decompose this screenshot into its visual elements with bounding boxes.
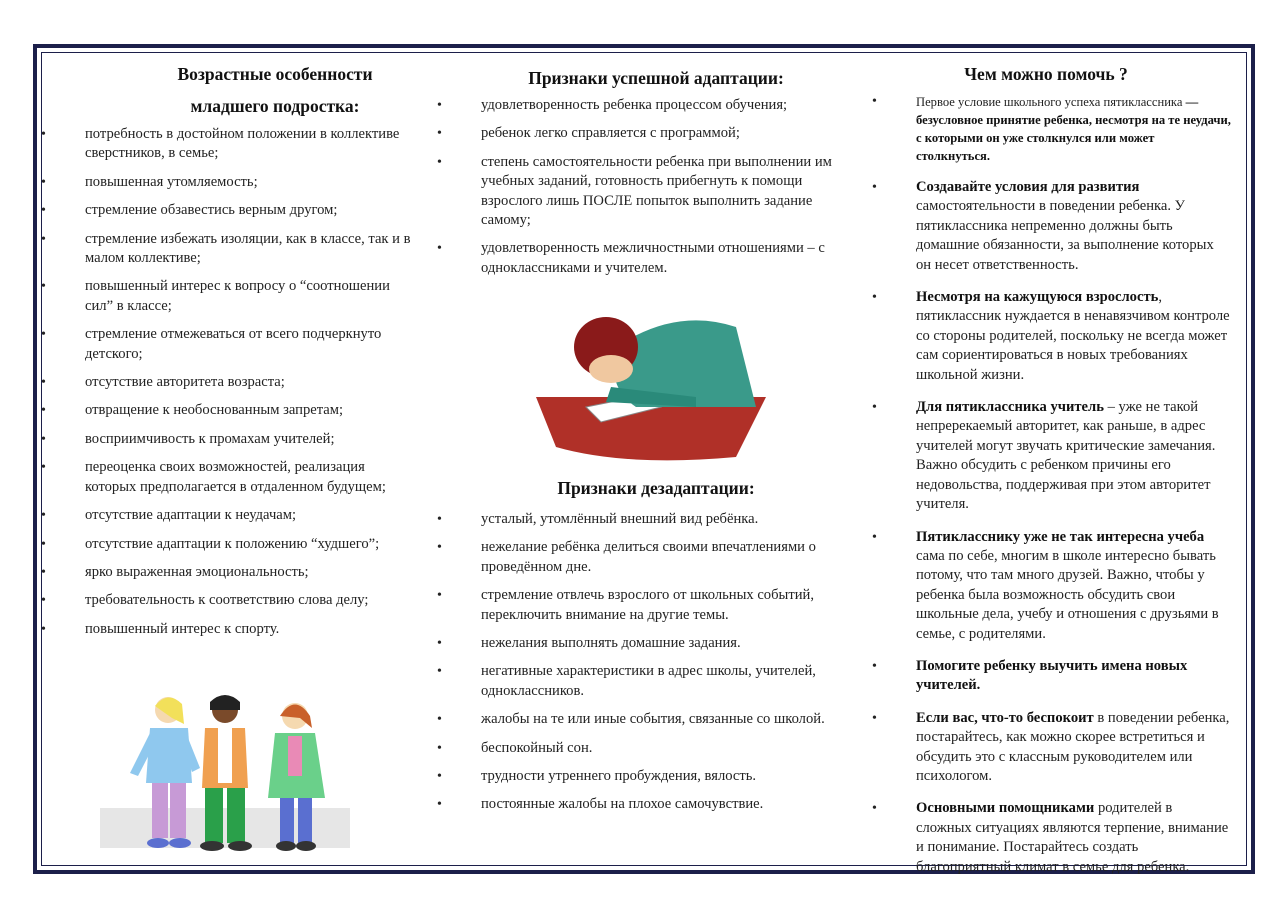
list-item: • стремление обзавестись верным другом; xyxy=(85,201,415,220)
tip-bold-text: Создавайте условия для развития xyxy=(916,179,1140,195)
schoolchildren-illustration xyxy=(100,688,360,858)
tip-post-text: родителей в сложных ситуациях являются терпение, внимание и понимание. Постарайтесь создать благоприятный климат в семье для ребенка. xyxy=(916,800,1229,875)
brochure-frame xyxy=(33,44,1255,874)
list-item: • стремление отвлечь взрослого от школьных событий, переключить внимание на другие темы. xyxy=(481,586,846,625)
list-item: • повышенный интерес к вопросу о “соотношении сил” в классе; xyxy=(85,277,415,316)
tip-post-text: в поведении ребенка, постарайтесь, как можно скорее встретиться и обсудить это с классным руководителем или психологом. xyxy=(916,709,1230,784)
tip-post-text: , пятиклассник нуждается в ненавязчивом контроле со стороны родителей, поскольку не всегда может сам сориентироваться в новых требованиях школьной жизни. xyxy=(916,289,1230,383)
list-item: • жалобы на те или иные события, связанные со школой. xyxy=(481,710,846,729)
column-adaptation xyxy=(481,62,846,813)
help-tip-item xyxy=(916,178,1231,275)
list-item: • отвращение к необоснованным запретам; xyxy=(85,401,415,420)
tip-bold-text: — безусловное принятие ребенка, несмотря на те неудачи, с которыми он уже столкнулся или может столкнуться. xyxy=(916,95,1231,163)
tip-pre-text: Первое условие школьного успеха пятиклассника xyxy=(916,95,1186,109)
list-item: • переоценка своих возможностей, реализация которых предполагается в отдаленном будущем; xyxy=(85,458,415,497)
list-item: • отсутствие авторитета возраста; xyxy=(85,373,415,392)
age-features-list xyxy=(85,125,415,639)
tip-bold-text: Для пятиклассника учитель xyxy=(916,399,1104,416)
tip-post-text: – уже не такой непререкаемый авторитет, как раньше, в адрес учителей могут звучать критические замечания. Важно обсудить с ребенком причины его недовольства, поддерживая при этом авторитет учителя. xyxy=(916,399,1216,513)
help-tip-item xyxy=(916,657,1231,696)
list-item: • беспокойный сон. xyxy=(481,739,846,758)
list-item: • трудности утреннего пробуждения, вялость. xyxy=(481,767,846,786)
help-tip-item xyxy=(916,288,1231,385)
list-item: • удовлетворенность ребенка процессом обучения; xyxy=(481,96,846,115)
help-tip-item xyxy=(916,93,1231,165)
list-item: • стремление отмежеваться от всего подчеркнуто детского; xyxy=(85,325,415,364)
list-item: • ярко выраженная эмоциональность; xyxy=(85,563,415,582)
heading-line: Возрастные особенности xyxy=(177,64,373,84)
maladaptation-list xyxy=(481,510,846,824)
heading-successful-adaptation: Признаки успешной адаптации: xyxy=(528,68,784,88)
tip-bold-text: Основными помощниками xyxy=(916,800,1095,817)
tip-post-text: сама по себе, многим в школе интересно бывать потому, что там много друзей. Важно, чтобы у ребенка была возможность обсудить свои школьные дела, учебу и отношения с друзьями в семье, с родителями. xyxy=(916,547,1219,642)
tip-bold-text: Несмотря на кажущуюся взрослость xyxy=(916,289,1159,306)
how-to-help-list xyxy=(916,93,1231,877)
list-item: • постоянные жалобы на плохое самочувствие. xyxy=(481,795,846,814)
heading-how-to-help: Чем можно помочь ? xyxy=(964,64,1128,84)
list-item: • повышенный интерес к спорту. xyxy=(85,620,415,639)
list-item: • нежелание ребёнка делиться своими впечатлениями о проведённом дне. xyxy=(481,538,846,577)
tip-bold-text: Пятикласснику уже не так интересна учеба xyxy=(916,528,1205,545)
heading-line: младшего подростка: xyxy=(190,96,360,116)
list-item: • отсутствие адаптации к положению “худшего”; xyxy=(85,535,415,554)
tip-post-text: самостоятельности в поведении ребенка. У пятиклассника непременно должны быть домашние обязанности, за выполнение которых он несет ответственность. xyxy=(916,198,1214,273)
help-tip-item xyxy=(916,709,1231,787)
heading-age-features xyxy=(95,58,455,122)
help-tip-item xyxy=(916,398,1231,514)
list-item: • отсутствие адаптации к неудачам; xyxy=(85,506,415,525)
tip-bold-text: Если вас, что-то беспокоит xyxy=(916,709,1094,726)
tip-bold-text: Помогите ребенку выучить имена новых учителей. xyxy=(916,657,1188,694)
list-item: • восприимчивость к промахам учителей; xyxy=(85,430,415,449)
tired-student-illustration xyxy=(526,307,786,467)
list-item: • стремление избежать изоляции, как в классе, так и в малом коллективе; xyxy=(85,230,415,269)
list-item: • негативные характеристики в адрес школы, учителей, одноклассников. xyxy=(481,662,846,701)
column-age-features xyxy=(85,58,415,648)
list-item: • ребенок легко справляется с программой; xyxy=(481,124,846,143)
heading-maladaptation: Признаки дезадаптации: xyxy=(557,478,755,498)
help-tip-item xyxy=(916,528,1231,644)
list-item: • степень самостоятельности ребенка при выполнении им учебных заданий, готовность прибегнуть к помощи взрослого лишь ПОСЛЕ попыток выполнить задание самому; xyxy=(481,153,846,231)
list-item: • нежелания выполнять домашние задания. xyxy=(481,634,846,653)
list-item: • усталый, утомлённый внешний вид ребёнка. xyxy=(481,510,846,529)
list-item: • повышенная утомляемость; xyxy=(85,173,415,192)
list-item: • потребность в достойном положении в коллективе сверстников, в семье; xyxy=(85,125,415,164)
column-how-to-help xyxy=(916,58,1231,890)
list-item: • требовательность к соответствию слова делу; xyxy=(85,591,415,610)
help-tip-item xyxy=(916,799,1231,877)
list-item: • удовлетворенность межличностными отношениями – с одноклассниками и учителем. xyxy=(481,239,846,278)
successful-adaptation-list xyxy=(481,96,846,278)
